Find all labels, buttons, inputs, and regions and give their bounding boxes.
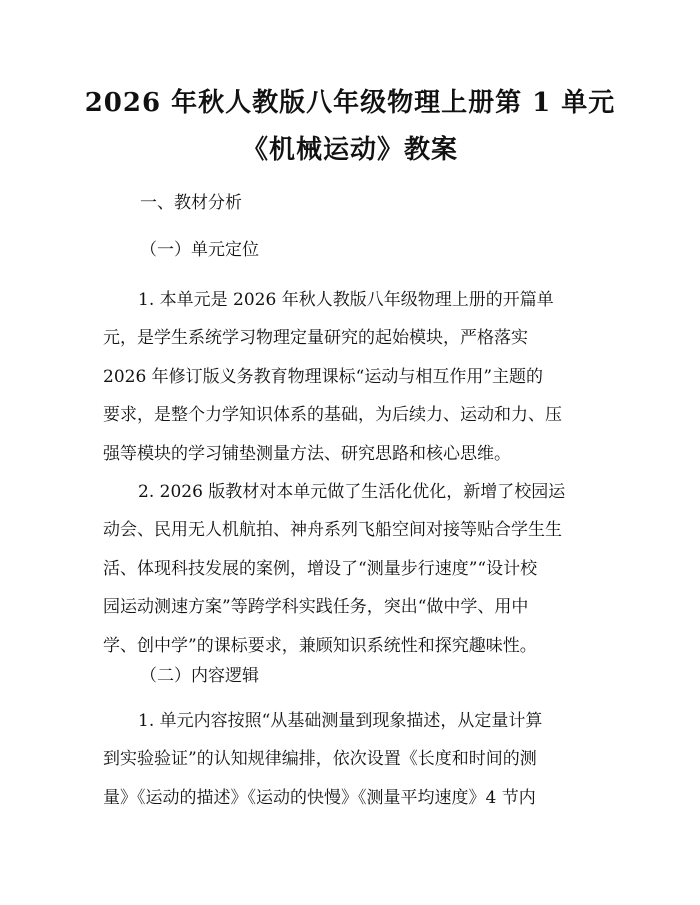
paragraph-line: 强等模块的学习铺垫测量方法、研究思路和核心思维。 — [103, 443, 511, 464]
section-heading-textbook-analysis: 一、教材分析 — [140, 193, 242, 213]
document-title-line-2: 《机械运动》教案 — [241, 135, 458, 165]
subsection-heading-content-logic: （二）内容逻辑 — [140, 666, 259, 686]
paragraph-line: 园运动测速方案”等跨学科实践任务，突出“做中学、用中 — [103, 597, 529, 618]
paragraph-3 — [103, 702, 597, 817]
paragraph-2 — [103, 473, 597, 665]
paragraph-line: 2026 年修订版义务教育物理课标“运动与相互作用”主题的 — [103, 366, 544, 387]
paragraph-line: 要求，是整个力学知识体系的基础，为后续力、运动和力、压 — [103, 405, 562, 426]
paragraph-line: 量》《运动的描述》《运动的快慢》《测量平均速度》4 节内 — [103, 787, 536, 808]
subsection-heading-unit-positioning: （一）单元定位 — [140, 240, 259, 260]
document-title-line-1: 2026 年秋人教版八年级物理上册第 1 单元 — [84, 88, 616, 118]
paragraph-line: 元，是学生系统学习物理定量研究的起始模块，严格落实 — [103, 328, 528, 349]
paragraph-line: 动会、民用无人机航拍、神舟系列飞船空间对接等贴合学生生 — [103, 520, 562, 541]
paragraph-line: 到实验验证”的认知规律编排，依次设置《长度和时间的测 — [103, 749, 537, 770]
paragraph-1 — [103, 281, 597, 473]
paragraph-line: 学、创中学”的课标要求，兼顾知识系统性和探究趣味性。 — [103, 635, 537, 656]
paragraph-line: 1. 单元内容按照“从基础测量到现象描述，从定量计算 — [138, 711, 543, 731]
paragraph-line: 1. 本单元是 2026 年秋人教版八年级物理上册的开篇单 — [138, 290, 554, 310]
paragraph-line: 活、体现科技发展的案例，增设了“测量步行速度”“设计校 — [103, 558, 538, 579]
paragraph-line: 2. 2026 版教材对本单元做了生活化优化，新增了校园运 — [138, 482, 566, 502]
